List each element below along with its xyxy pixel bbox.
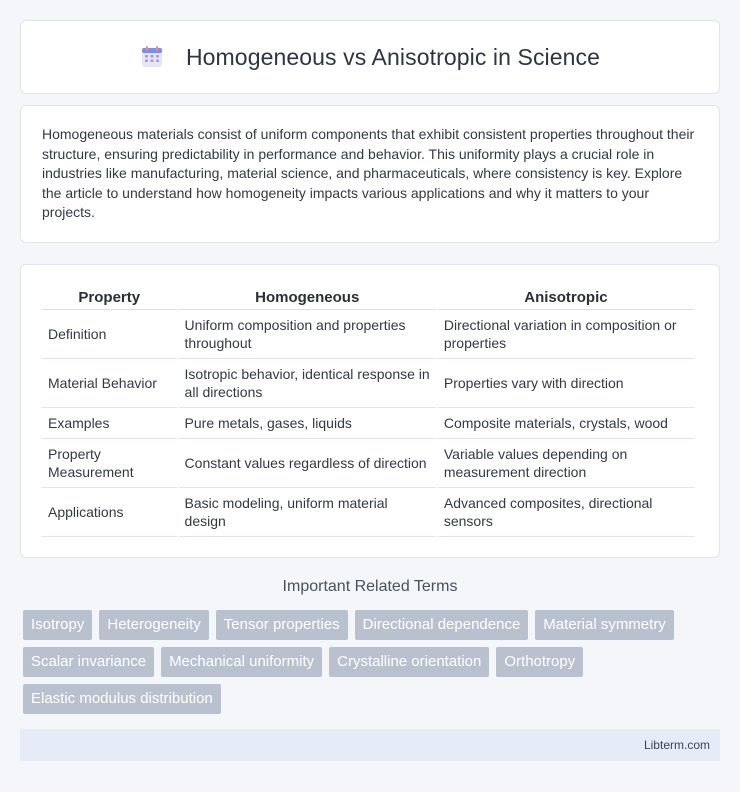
table-cell: Basic modeling, uniform material design — [179, 488, 436, 537]
table-row — [42, 408, 694, 439]
comparison-table — [40, 285, 696, 537]
page-title: Homogeneous vs Anisotropic in Science — [185, 43, 601, 70]
table-cell: Variable values depending on measurement direction — [438, 439, 694, 488]
table-cell: Advanced composites, directional sensors — [438, 488, 694, 537]
table-cell: Pure metals, gases, liquids — [179, 408, 436, 439]
term-tag[interactable]: Heterogeneity — [99, 610, 208, 640]
related-terms-title: Important Related Terms — [282, 578, 458, 595]
table-row — [42, 359, 694, 408]
table-row — [42, 310, 694, 359]
term-tag[interactable]: Material symmetry — [535, 610, 674, 640]
column-header: Anisotropic — [438, 285, 694, 310]
term-tag[interactable]: Orthotropy — [496, 647, 583, 677]
term-tag[interactable]: Isotropy — [23, 610, 92, 640]
table-cell: Constant values regardless of direction — [179, 439, 436, 488]
table-cell: Property Measurement — [42, 439, 177, 488]
table-row — [42, 488, 694, 537]
table-header-row — [42, 285, 694, 310]
header-card — [20, 20, 720, 94]
table-cell: Directional variation in composition or properties — [438, 310, 694, 359]
table-cell: Examples — [42, 408, 177, 439]
term-tag[interactable]: Tensor properties — [216, 610, 348, 640]
table-cell: Material Behavior — [42, 359, 177, 408]
footer-site-link[interactable]: Libterm.com — [643, 738, 710, 752]
intro-paragraph: Homogeneous materials consist of uniform components that exhibit consistent properties throughout their structure, ensuring predictability in performance and behavior. This uniformity plays a crucial role in industries like manufacturing, material science, and pharmaceuticals, where consistency is key. Explore the article to understand how homogeneity impacts various applications and why it matters to your projects. — [42, 126, 695, 220]
table-row — [42, 439, 694, 488]
comparison-table-card — [20, 264, 720, 558]
calendar-icon — [140, 45, 164, 69]
table-cell: Isotropic behavior, identical response in all directions — [179, 359, 436, 408]
term-tag[interactable]: Scalar invariance — [23, 647, 154, 677]
table-cell: Applications — [42, 488, 177, 537]
table-cell: Uniform composition and properties throughout — [179, 310, 436, 359]
footer — [20, 729, 720, 761]
column-header: Property — [42, 285, 177, 310]
term-tag[interactable]: Elastic modulus distribution — [23, 684, 221, 714]
intro-card — [20, 105, 720, 243]
related-terms-list — [23, 610, 723, 714]
term-tag[interactable]: Directional dependence — [355, 610, 529, 640]
table-cell: Properties vary with direction — [438, 359, 694, 408]
term-tag[interactable]: Mechanical uniformity — [161, 647, 322, 677]
table-cell: Definition — [42, 310, 177, 359]
column-header: Homogeneous — [179, 285, 436, 310]
table-cell: Composite materials, crystals, wood — [438, 408, 694, 439]
term-tag[interactable]: Crystalline orientation — [329, 647, 489, 677]
